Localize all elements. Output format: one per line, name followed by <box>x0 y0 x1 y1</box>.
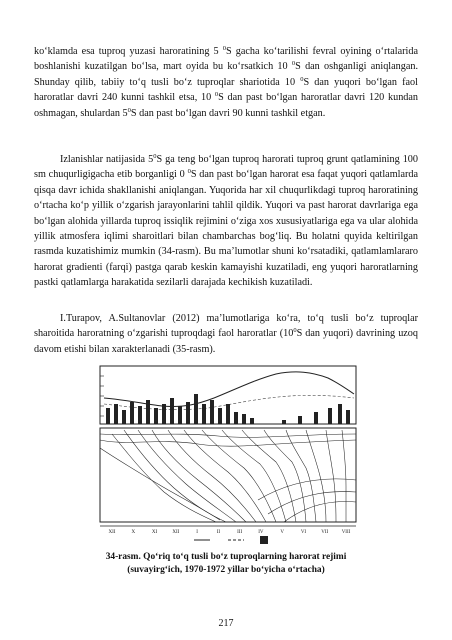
month-label: III <box>237 530 243 535</box>
paragraph-2: Izlanishlar natijasida $5^0S$ ga teng bo‘lgan tuproq harorati tuproq grunt qatlamining 100 sm chuqurligigacha etib borganligi 0 $^0$S dan past bo‘lgan harorat esa faqat yuqori qatlamlarda qisqa davr ichida shakllanishi aniqlangan. Yuqorida har xil chuqurlikdagi tuproq haroratining o‘rtacha ko‘p yillik o‘zgarish jarayonlarini tahlil qildik. Yuqori va past harorat davrlariga ega bo‘lgan alohida yillarda tuproq issiqlik rejimini o‘ziga xos xususiyatlariga ega va ular alohida yillik atmosfera iqlimi sharoitlari bilan chambarchas bog‘liq. Bu holatni quyida keltirilgan rasmda kuzatishimiz mumkin (34-rasm). Bu ma’lumotlar shuni ko‘rsatadiki, qatlamlamlararo harorat gradienti (farqi) pastga qarab keskin kamayishi kuzatiladi, eng yuqori haroratlarning pastki qatlamlarga harakatida sezilarli darajada kechikish kuzatiladi. <box>34 153 418 289</box>
page-number: 217 <box>218 618 234 629</box>
month-labels <box>109 530 351 535</box>
month-label: X <box>131 530 136 535</box>
month-label: XII <box>172 530 180 535</box>
month-label: VI <box>300 530 307 535</box>
figure-legend <box>194 536 268 544</box>
month-label: I <box>196 530 198 535</box>
month-label: II <box>216 530 221 535</box>
soil-temperature-figure <box>98 364 358 546</box>
month-label: XII <box>108 530 116 535</box>
month-label: V <box>280 530 284 535</box>
month-label: VIII <box>341 530 351 535</box>
paragraph-3: I.Turapov, A.Sultanovlar (2012) ma’lumotlariga ko‘ra, to‘q tusli bo‘z tuproqlar sharoitida haroratning o‘zgarishi tuproqdagi faol haroratlar ($10^0S$ dan yuqori) davrining uzoq davom etishi bilan xarakterlanadi (35-rasm). <box>34 313 418 355</box>
month-label: XI <box>151 530 158 535</box>
figure-caption-subtitle: (suvayirg‘ich, 1970-1972 yillar bo‘yicha o‘rtacha) <box>127 565 325 575</box>
soil-temperature-diagram <box>98 364 358 546</box>
month-label: IV <box>258 530 264 535</box>
paragraph-1: ko‘klamda esa tuproq yuzasi haroratining 5 $^0$S gacha ko‘tarilishi fevral oyining o‘rtalarida boshlanishi kuzatilgan bo‘lsa, mart oyida bu ko‘rsatkich 10 $^0$S dan oshganligi aniqlangan. Shunday qilib, tabiiy to‘q tusli bo‘z tuproqlar shariotida 10 $^0$S dan yuqori bo‘lgan faol haroratlar davri 240 kunni tashkil etsa, 10 $^0$S dan past bo‘lgan haroratlar davri 120 kundan oshmagan, shulardan $5^0S$ dan past bo‘lgan davri 90 kunni tashkil etgan. <box>34 45 419 119</box>
figure-caption-title: 34-rasm. Qo‘riq to‘q tusli bo‘z tuproqlarning harorat rejimi <box>105 552 347 562</box>
month-label: VII <box>321 530 329 535</box>
